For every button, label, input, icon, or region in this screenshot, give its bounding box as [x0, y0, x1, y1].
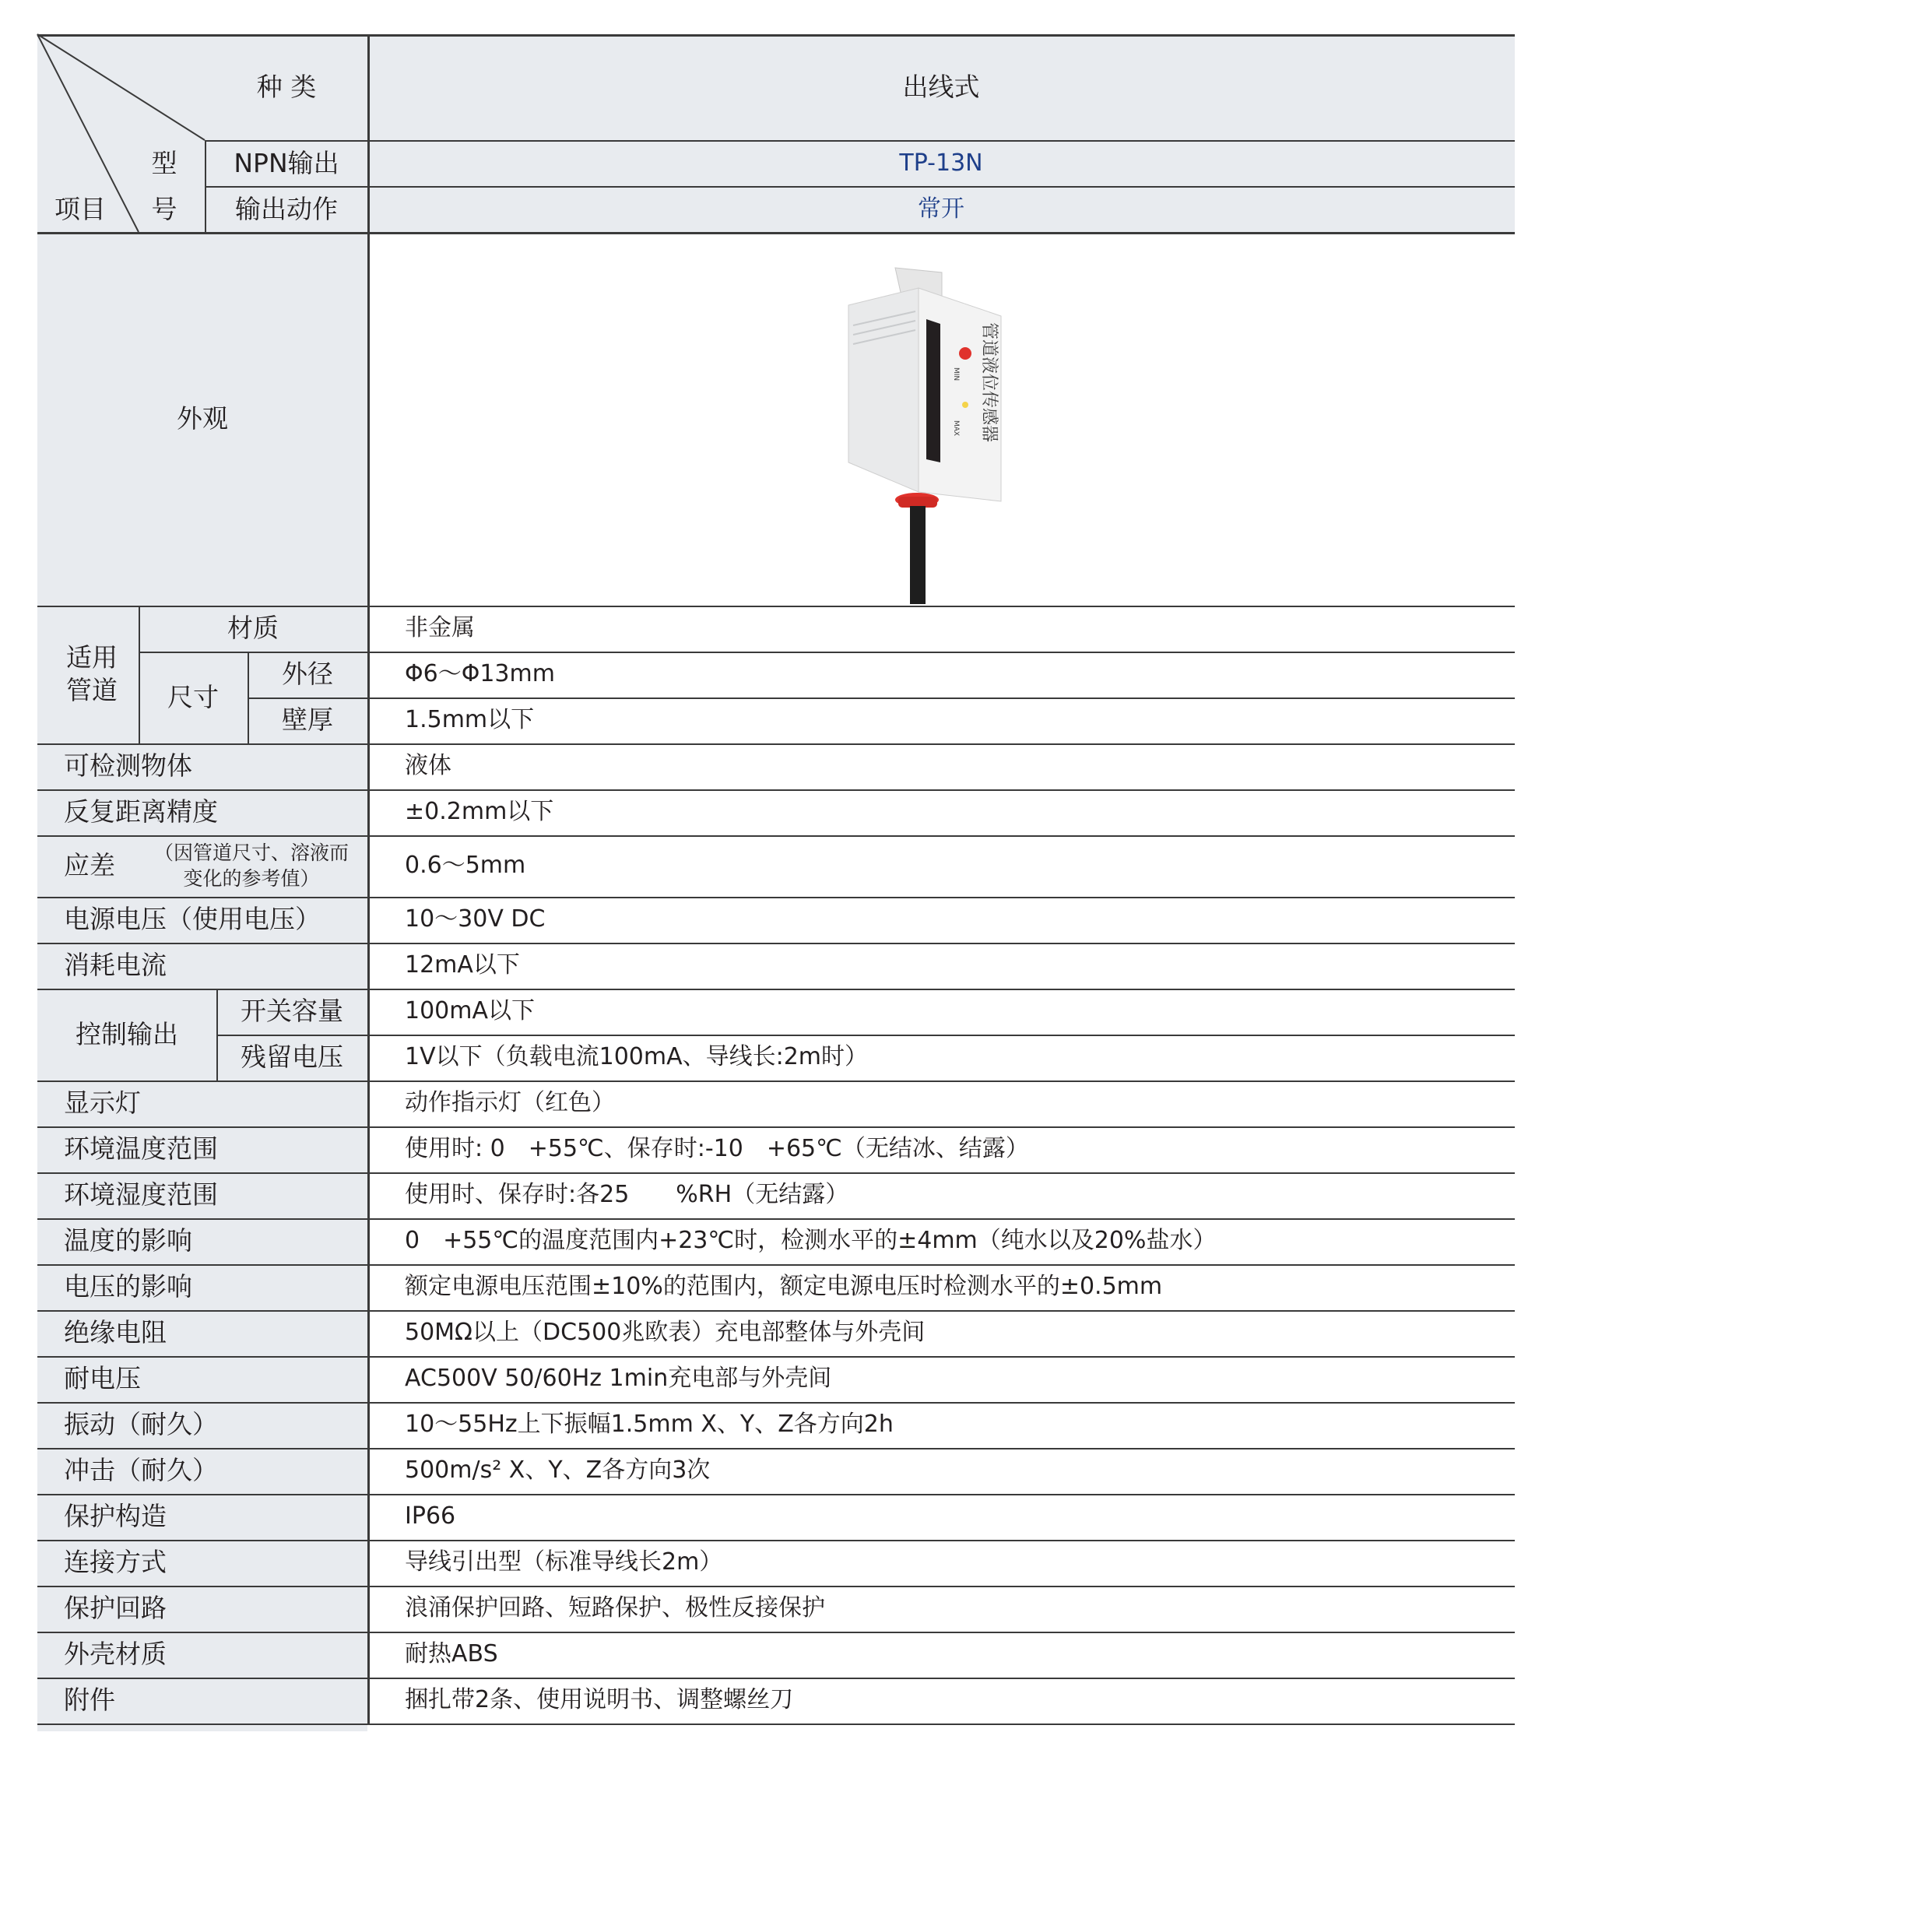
wall-thickness-label: 壁厚: [282, 705, 333, 735]
rule-pipe-bottom: [37, 743, 1515, 745]
supply-voltage-label: 电源电压（使用电压）: [64, 904, 321, 934]
ambient-temperature-value: 使用时: 0 +55℃、保存时:-10 +65℃（无结冰、结露）: [405, 1135, 1029, 1162]
withstand-voltage-label: 耐电压: [64, 1363, 141, 1393]
output-action-label: 输出动作: [235, 194, 338, 224]
ambient-temperature-label: 环境温度范围: [64, 1133, 218, 1164]
rule: [37, 1264, 1515, 1266]
rule: [37, 897, 1515, 898]
protection-value: IP66: [405, 1502, 456, 1530]
rule: [37, 1540, 1515, 1541]
rule: [37, 1218, 1515, 1220]
rule: [37, 1080, 1515, 1082]
model-label-2: 号: [151, 194, 177, 224]
indicator-label: 显示灯: [64, 1088, 141, 1118]
detectable-label: 可检测物体: [64, 750, 192, 781]
rule-label-value-divider: [367, 34, 370, 1724]
current-consumption-label: 消耗电流: [64, 950, 167, 980]
model-number: TP-13N: [899, 149, 983, 177]
hysteresis-label: 应差: [64, 850, 115, 880]
rule-model-column: [205, 140, 206, 232]
rule: [37, 989, 1515, 990]
repeat-accuracy-value: ±0.2mm以下: [405, 798, 554, 825]
switch-capacity-label: 开关容量: [241, 996, 343, 1026]
rule-size-group: [248, 652, 249, 743]
rule: [37, 943, 1515, 944]
hysteresis-note: （因管道尺寸、溶液而变化的参考值）: [153, 842, 349, 890]
rule-outer-diameter: [248, 697, 1515, 699]
connection-label: 连接方式: [64, 1547, 167, 1577]
accessories-label: 附件: [64, 1685, 115, 1715]
connection-value: 导线引出型（标准导线长2m）: [405, 1548, 723, 1576]
shock-label: 冲击（耐久）: [64, 1455, 218, 1485]
shock-value: 500m/s² X、Y、Z各方向3次: [405, 1456, 711, 1484]
supply-voltage-value: 10～30V DC: [405, 905, 546, 933]
material-label: 材质: [227, 613, 279, 643]
category-value: 出线式: [902, 72, 980, 102]
rule-model: [205, 140, 1515, 142]
withstand-voltage-value: AC500V 50/60Hz 1min充电部与外壳间: [405, 1365, 832, 1392]
vibration-label: 振动（耐久）: [64, 1409, 218, 1439]
product-max-text: MAX: [952, 420, 960, 437]
rule-bottom: [37, 1724, 1515, 1725]
product-min-text: MIN: [952, 367, 960, 381]
material-value: 非金属: [405, 614, 475, 641]
rule: [37, 1172, 1515, 1174]
rule: [37, 1356, 1515, 1358]
housing-material-label: 外壳材质: [64, 1639, 167, 1669]
appearance-label: 外观: [177, 403, 228, 434]
insulation-label: 绝缘电阻: [64, 1317, 167, 1348]
current-consumption-value: 12mA以下: [405, 951, 520, 979]
rule: [37, 1632, 1515, 1633]
voltage-influence-label: 电压的影响: [64, 1271, 192, 1302]
rule: [37, 1310, 1515, 1312]
model-label-1: 型: [151, 148, 177, 178]
vibration-value: 10～55Hz上下振幅1.5mm X、Y、Z各方向2h: [405, 1411, 894, 1438]
npn-output-label: NPN输出: [234, 148, 339, 178]
switch-capacity-value: 100mA以下: [405, 997, 536, 1024]
housing-material-value: 耐热ABS: [405, 1640, 498, 1667]
residual-voltage-label: 残留电压: [241, 1042, 343, 1072]
outer-diameter-value: Φ6～Φ13mm: [405, 660, 555, 687]
rule: [37, 1678, 1515, 1679]
temperature-influence-value: 0 +55℃的温度范围内+23℃时，检测水平的±4mm（纯水以及20%盐水）: [405, 1227, 1217, 1254]
temperature-influence-label: 温度的影响: [64, 1225, 192, 1256]
rule-header-bottom: [37, 232, 1515, 234]
ambient-humidity-label: 环境湿度范围: [64, 1179, 218, 1210]
rule: [37, 1402, 1515, 1404]
hysteresis-value: 0.6～5mm: [405, 852, 526, 879]
rule-action: [205, 186, 1515, 188]
rule-material: [139, 652, 1515, 653]
rule: [37, 835, 1515, 837]
rule: [37, 1494, 1515, 1495]
rule: [37, 1126, 1515, 1128]
outer-diameter-label: 外径: [282, 659, 333, 689]
wall-thickness-value: 1.5mm以下: [405, 706, 535, 733]
spec-table: [37, 34, 1515, 1731]
size-label: 尺寸: [167, 682, 219, 712]
detectable-value: 液体: [405, 752, 451, 779]
repeat-accuracy-label: 反复距离精度: [64, 796, 218, 827]
protection-circuit-label: 保护回路: [64, 1593, 167, 1623]
indicator-value: 动作指示灯（红色）: [405, 1089, 615, 1116]
output-action-value: 常开: [918, 195, 964, 223]
insulation-value: 50MΩ以上（DC500兆欧表）充电部整体与外壳间: [405, 1319, 926, 1346]
rule-pipe-group: [139, 606, 140, 743]
voltage-influence-value: 额定电源电压范围±10%的范围内，额定电源电压时检测水平的±0.5mm: [405, 1273, 1163, 1300]
accessories-value: 捆扎带2条、使用说明书、调整螺丝刀: [405, 1686, 794, 1713]
rule: [37, 1448, 1515, 1449]
rule-switch-capacity: [216, 1035, 1515, 1036]
rule: [37, 789, 1515, 791]
pipe-group-label: 适用管道: [66, 642, 118, 705]
product-label-text: 管道液位传感器: [979, 322, 999, 443]
rule-appearance: [37, 606, 1515, 607]
control-output-label: 控制输出: [76, 1019, 178, 1049]
rule-top: [37, 34, 1515, 37]
product-image: [848, 268, 1051, 595]
ambient-humidity-value: 使用时、保存时:各25 %RH（无结露）: [405, 1181, 849, 1208]
protection-circuit-value: 浪涌保护回路、短路保护、极性反接保护: [405, 1594, 825, 1622]
residual-voltage-value: 1V以下（负载电流100mA、导线长:2m时）: [405, 1043, 869, 1070]
rule-control-output-group: [216, 989, 218, 1080]
item-label: 项目: [54, 194, 106, 224]
protection-label: 保护构造: [64, 1501, 167, 1531]
rule: [37, 1586, 1515, 1587]
category-label: 种 类: [256, 72, 317, 102]
